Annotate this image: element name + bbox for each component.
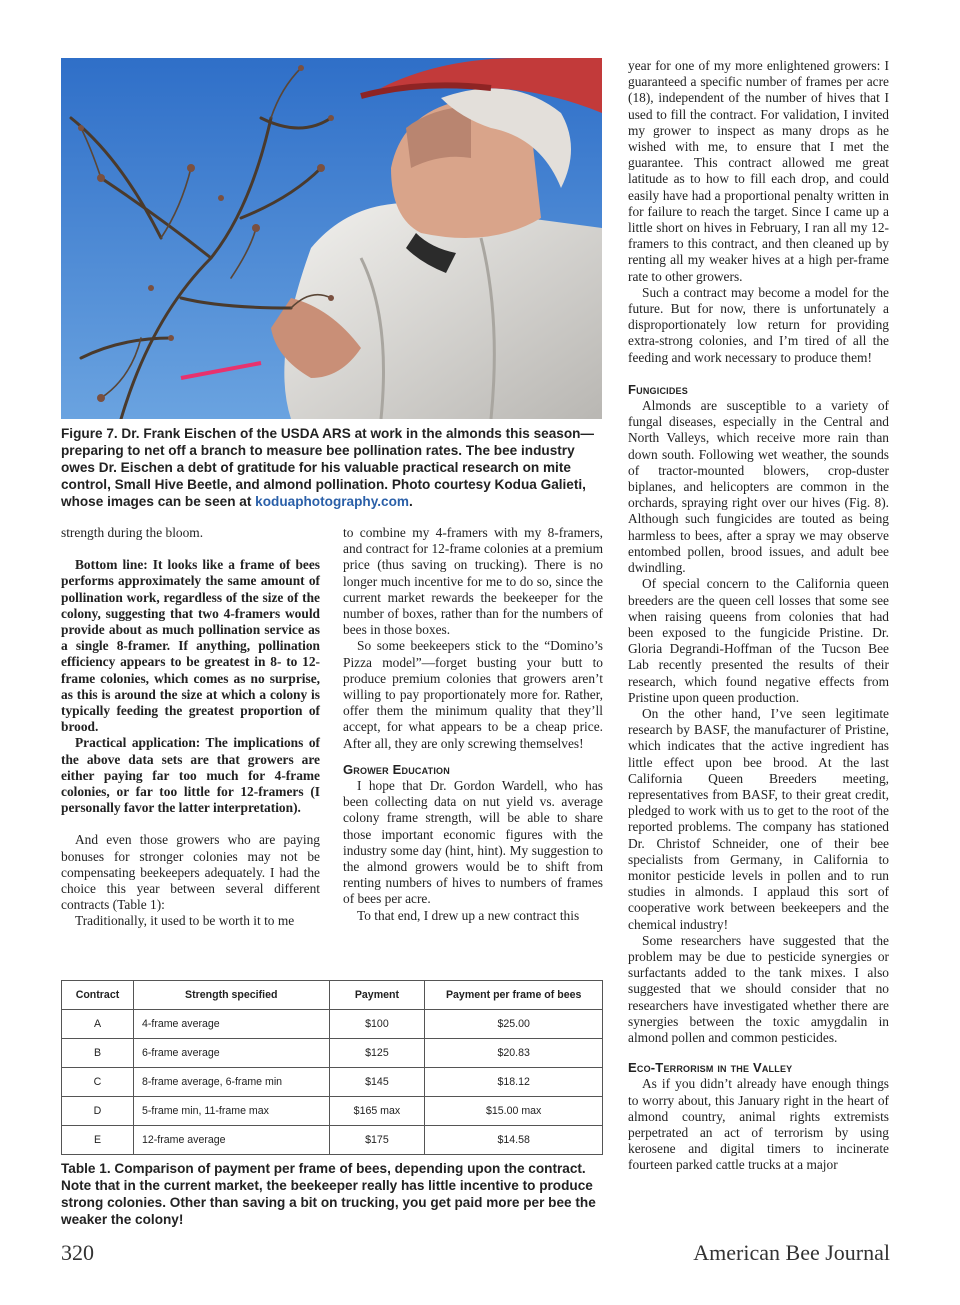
table-row bbox=[62, 1039, 603, 1068]
table-header-cell: Strength specified bbox=[133, 981, 329, 1010]
photographer-link[interactable]: koduaphotography.com bbox=[255, 494, 409, 509]
column-left bbox=[61, 525, 320, 930]
table-cell: $20.83 bbox=[425, 1039, 603, 1068]
col3-paragraph-7: As if you didn’t already have enough things to worry about, this January right in the heart of almond country, animal rights extremists perpetrated an act of terrorism by using kerosene and digital timers to incinerate fourteen parked cattle trucks at a major bbox=[628, 1076, 889, 1173]
table-cell: $125 bbox=[329, 1039, 425, 1068]
table-row bbox=[62, 1068, 603, 1097]
table-cell: 6-frame average bbox=[133, 1039, 329, 1068]
table-row bbox=[62, 1097, 603, 1126]
table-cell: 5-frame min, 11-frame max bbox=[133, 1097, 329, 1126]
table-header-cell: Payment per frame of bees bbox=[425, 981, 603, 1010]
col3-paragraph-3: Almonds are susceptible to a variety of fungal diseases, especially in the Central and North Valleys, which receive more rain than down south. Following wet weather, the sounds of tractor-mounted blowers, crop-duster biplanes, and helicopters are common in the orchards, spraying right over our hives (Fig. 8). Although such fungicides are touted as being harmless to bees, after a spray we may observe entombed pollen, brood issues, and adult bee dwindling. bbox=[628, 398, 889, 576]
col1-practical-application: Practical application: The implications of the above data sets are that growers are either paying far too much for 4-frame colonies, or far too little for 12-framers (I personally favor the latter interpretation). bbox=[61, 735, 320, 816]
col2-paragraph-2: So some beekeepers stick to the “Domino’s Pizza model”—forget busting your butt to produce premium colonies that growers aren’t willing to pay proportionately more for. Rather, offer them the minimum quality that they’ll accept, for what appears to be a cheap price. After all, they are only screwing themselves! bbox=[343, 638, 603, 751]
table-cell: C bbox=[62, 1068, 134, 1097]
table-cell: A bbox=[62, 1010, 134, 1039]
table-cell: D bbox=[62, 1097, 134, 1126]
figure-caption bbox=[61, 425, 606, 510]
heading-fungicides: Fungicides bbox=[628, 381, 688, 397]
table-row bbox=[62, 1010, 603, 1039]
table-cell: $14.58 bbox=[425, 1126, 603, 1155]
page-number: 320 bbox=[61, 1240, 94, 1265]
col3-paragraph-5: On the other hand, I’ve seen legitimate research by BASF, the manufacturer of Pristine, which indicates that the active ingredient has little effect upon bee brood. At the last California Queen Breeders meeting, representatives from BASF, to their great credit, pledged to work with us to get to the root of the reported problems. The company has stationed Dr. Christof Schneider, one of their bee specialists from Germany, in California to monitor pesticide levels in pollen and to run studies in almonds. I applaud this sort of cooperative work between beekeepers and the chemical industry! bbox=[628, 705, 889, 932]
col3-paragraph-1: year for one of my more enlightened growers: I guaranteed a specific number of frames per acre (18), independent of the number of hives that I used to fill the contract. For validation, I invited my grower to inspect as many drops as he wished with me, to ensure that I met the guarantee. This contract allowed me great latitude as to how to fill each drop, and could easily have had a proportional penalty written in for failure to reach the target. Since I came up a little short on hives in February, I ran all my 12-framers to this contract, and then cleaned up by renting all my weaker hives at a high per-frame rate to other growers. bbox=[628, 58, 889, 284]
table-header-cell: Contract bbox=[62, 981, 134, 1010]
col1-paragraph-4: And even those growers who are paying bonuses for stronger colonies may not be compensating beekeepers adequately. I had the choice this year between several different contracts (Table 1): bbox=[61, 832, 320, 913]
heading-grower-education: Grower Education bbox=[343, 761, 450, 777]
table-cell: $145 bbox=[329, 1068, 425, 1097]
col1-bottom-line: Bottom line: It looks like a frame of bees performs approximately the same amount of pollination work, regardless of the size of the colony, suggesting that two 4-framers would provide about as much pollination service as a single 8-framer. If anything, pollination efficiency appears to be greatest in 8- to 12-frame colonies, which comes as no surprise, as this is around the size at which a colony is typically feeding the greatest proportion of brood. bbox=[61, 557, 320, 735]
heading-eco-terrorism: Eco-Terrorism in the Valley bbox=[628, 1060, 793, 1076]
col3-paragraph-4: Of special concern to the California queen breeders are the queen cell losses that some see when raising queens from colonies that had been exposed to the fungicide Pristine. Dr. Gloria Degrandi-Hoffman of the Tucson Bee Lab recently presented the results of their research, which found negative effects from Pristine upon queen production. bbox=[628, 576, 889, 705]
contract-comparison-table bbox=[61, 980, 603, 1155]
table-cell: 8-frame average, 6-frame min bbox=[133, 1068, 329, 1097]
col2-paragraph-3: I hope that Dr. Gordon Wardell, who has been collecting data on nut yield vs. average colony frame strength, will be able to share those important economic figures with the industry some day (hint, hint). My suggestion to the almond growers would be to shift from renting numbers of hives to numbers of frames of bees per acre. bbox=[343, 778, 603, 907]
col2-paragraph-4: To that end, I drew up a new contract this bbox=[357, 907, 580, 923]
table-cell: 4-frame average bbox=[133, 1010, 329, 1039]
column-middle bbox=[343, 525, 603, 924]
photo-illustration bbox=[61, 58, 602, 419]
col3-paragraph-6: Some researchers have suggested that the problem may be due to pesticide synergies or surfactants added to the tank mixes. I also suggested that we should consider that no researchers have investigated whether there are synergies between the toxic amygdalin in almond pollen and common pesticides. bbox=[628, 932, 889, 1045]
table-cell: $100 bbox=[329, 1010, 425, 1039]
col1-paragraph-1: strength during the bloom. bbox=[61, 525, 204, 540]
figure-caption-text: Figure 7. Dr. Frank Eischen of the USDA ARS at work in the almonds this season—preparing to net off a branch to measure bee pollination rates. The bee industry owes Dr. Eischen a debt of gratitude for his valuable practical research on mite control, Small Hive Beetle, and almond pollination. Photo courtesy Kodua Galieti, whose images can be seen at bbox=[61, 426, 595, 509]
figure-caption-end: . bbox=[408, 494, 413, 509]
journal-name: American Bee Journal bbox=[693, 1240, 890, 1265]
table-header-row bbox=[62, 981, 603, 1010]
col2-paragraph-1: to combine my 4-framers with my 8-framers, and contract for 12-frame colonies at a premium price (thus saving on trucking). There is no longer much incentive for me to do so, since the current market rewards the beekeeper for the number of boxes, rather than for the numbers of bees in those boxes. bbox=[343, 525, 603, 638]
table-caption: Table 1. Comparison of payment per frame of bees, depending upon the contract. Note that in the current market, the beekeeper really has little incentive to produce strong colonies. Other than saving a bit on trucking, you get paid more per bee the weaker the colony! bbox=[61, 1161, 596, 1227]
figure-photo bbox=[61, 58, 602, 419]
column-right bbox=[628, 58, 889, 1174]
table-cell: $15.00 max bbox=[425, 1097, 603, 1126]
table-cell: E bbox=[62, 1126, 134, 1155]
col3-paragraph-2: Such a contract may become a model for the future. But for now, there is unfortunately a disproportionately low return for providing extra-strong colonies, and I’m tired of all the feeding and work necessary to produce them! bbox=[628, 284, 889, 365]
table-cell: 12-frame average bbox=[133, 1126, 329, 1155]
table-row bbox=[62, 1126, 603, 1155]
table-cell: $175 bbox=[329, 1126, 425, 1155]
col1-paragraph-5: Traditionally, it used to be worth it to me bbox=[75, 913, 295, 929]
table-header-cell: Payment bbox=[329, 981, 425, 1010]
table-cell: $25.00 bbox=[425, 1010, 603, 1039]
table-cell: $165 max bbox=[329, 1097, 425, 1126]
table-cell: B bbox=[62, 1039, 134, 1068]
table-cell: $18.12 bbox=[425, 1068, 603, 1097]
